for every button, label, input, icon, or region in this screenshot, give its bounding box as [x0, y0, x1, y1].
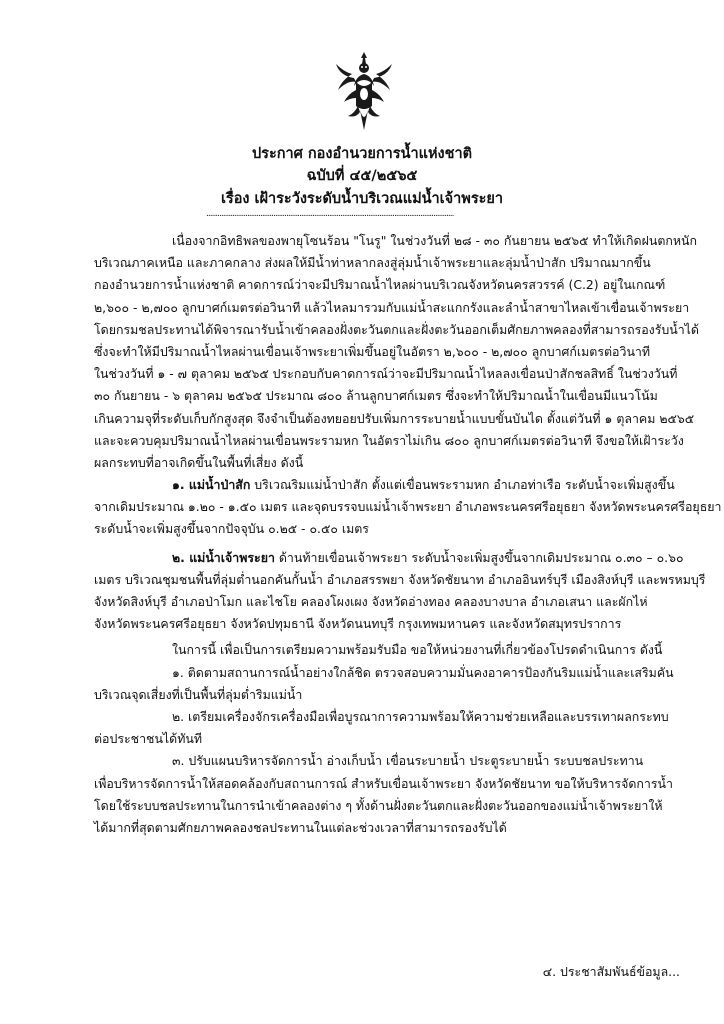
action-3-line: ได้มากที่สุดตามศักยภาพคลองชลประทานในแต่ละช่วงเวลาที่สามารถรองรับได้: [94, 819, 507, 835]
action-2-line: ๒. เตรียมเครื่องจักรเครื่องมือเพื่อบูรณาการความพร้อมให้ความช่วยเหลือและบรรเทาผลกระทบ: [172, 708, 669, 724]
item-1-label: ๑. แม่น้ำป่าสัก: [172, 477, 251, 493]
announcement-title: ประกาศ กองอำนวยการน้ำแห่งชาติ: [251, 146, 473, 162]
item-2-label: ๒. แม่น้ำเจ้าพระยา: [172, 549, 275, 565]
paragraph-line: เกินความจุที่ระดับเก็บกักสูงสุด จึงจำเป็นต้องทยอยปรับเพิ่มการระบายน้ำแบบขั้นบันได ตั้งแต่วันที่ ๑ ตุลาคม ๒๕๖๕: [94, 410, 695, 426]
paragraph-line: เนื่องจากอิทธิพลของพายุโซนร้อน "โนรู" ในช่วงวันที่ ๒๘ - ๓๐ กันยายน ๒๕๖๕ ทำให้เกิดฝนตกหนัก: [172, 233, 698, 248]
announcement-number: ฉบับที่ ๔๕/๒๕๖๕: [306, 168, 418, 184]
item-1-line: จากเดิมประมาณ ๑.๒๐ - ๑.๕๐ เมตร และจุดบรรจบแม่น้ำเจ้าพระยา อำเภอพระนครศรีอยุธยา จังหวัดพระนครศรีอยุธยา: [94, 499, 722, 515]
action-3-line: เพื่อบริหารจัดการน้ำให้สอดคล้องกับสถานการณ์ สำหรับเขื่อนเจ้าพระยา จังหวัดชัยนาท ขอให้บริหารจัดการน้ำ: [94, 775, 673, 791]
action-1-line: ๑. ติดตามสถานการณ์น้ำอย่างใกล้ชิด ตรวจสอบความมั่นคงอาคารป้องกันริมแม่น้ำและเสริมคัน: [172, 664, 674, 680]
item-2-line: [94, 547, 684, 569]
paragraph-line: กองอำนวยการน้ำแห่งชาติ คาดการณ์ว่าจะมีปริมาณน้ำไหลผ่านบริเวณจังหวัดนครสวรรค์ (C.2) อยู่ในเกณฑ์: [94, 277, 666, 293]
action-1-line: บริเวณจุดเสี่ยงที่เป็นพื้นที่ลุ่มต่ำริมแม่น้ำ: [94, 686, 303, 702]
item-2-line: จังหวัดพระนครศรีอยุธยา จังหวัดปทุมธานี จังหวัดนนทบุรี กรุงเทพมหานคร และจังหวัดสมุทรปราการ: [94, 616, 622, 632]
paragraph-line: ในช่วงวันที่ ๑ - ๗ ตุลาคม ๒๕๖๕ ประกอบกับคาดการณ์ว่าจะมีปริมาณน้ำไหลลงเขื่อนป่าสักชลสิทธิ์ ในช่วงวันที่: [94, 366, 678, 382]
item-2-text: ด้านท้ายเขื่อนเจ้าพระยา ระดับน้ำจะเพิ่มสูงขึ้นจากเดิมประมาณ ๐.๓๐ – ๐.๖๐: [274, 549, 684, 565]
paragraph-line: บริเวณภาคเหนือ และภาคกลาง ส่งผลให้มีน้ำท่าหลากลงสู่ลุ่มน้ำเจ้าพระยาและลุ่มน้ำป่าสัก ปริมาณมากขึ้น: [94, 255, 651, 271]
paragraph-line: ๒,๖๐๐ - ๒,๗๐๐ ลูกบาศก์เมตรต่อวินาที แล้วไหลมารวมกับแม่น้ำสะแกกรังและลำน้ำสาขาไหลเข้าเขื่อนเจ้าพระยา: [94, 299, 690, 315]
paragraph-line: ๓๐ กันยายน - ๖ ตุลาคม ๒๕๖๕ ประมาณ ๘๐๐ ล้านลูกบาศก์เมตร ซึ่งจะทำให้ปริมาณน้ำในเขื่อนมีแนวโน้ม: [94, 388, 658, 404]
paragraph-line: ซึ่งจะทำให้มีปริมาณน้ำไหลผ่านเขื่อนเจ้าพระยาเพิ่มขึ้นอยู่ในอัตรา ๒,๖๐๐ - ๒,๗๐๐ ลูกบาศก์เมตรต่อวินาที: [94, 343, 651, 359]
paragraph-line: และจะควบคุมปริมาณน้ำไหลผ่านเขื่อนพระรามหก ในอัตราไม่เกิน ๘๐๐ ลูกบาศก์เมตรต่อวินาที จึงขอให้เฝ้าระวัง: [94, 432, 684, 448]
announcement-body: [94, 230, 722, 839]
action-3-line: โดยใช้ระบบชลประทานในการนำเข้าคลองต่าง ๆ ทั้งด้านฝั่งตะวันตกและฝั่งตะวันออกของแม่น้ำเจ้าพระยาให้: [94, 797, 663, 813]
action-2-line: ต่อประชาชนได้ทันที: [94, 731, 202, 747]
page-continuation: ๔. ประชาสัมพันธ์ข้อมูล...: [542, 964, 680, 979]
item-2-line: เมตร บริเวณชุมชนพื้นที่ลุ่มต่ำนอกคันกั้นน้ำ อำเภอสรรพยา จังหวัดชัยนาท อำเภออินทร์บุรี เมืองสิงห์บุรี และพรหมบุรี: [94, 571, 706, 587]
paragraph-line: โดยกรมชลประทานได้พิจารณารับน้ำเข้าคลองฝั่งตะวันตกและฝั่งตะวันออกเต็มศักยภาพคลองที่สามารถรองรับน้ำได้: [94, 321, 699, 337]
action-3-line: ๓. ปรับแผนบริหารจัดการน้ำ อ่างเก็บน้ำ เขื่อนระบายน้ำ ประตูระบายน้ำ ระบบชลประทาน: [172, 753, 644, 769]
announcement-subject: เรื่อง เฝ้าระวังระดับน้ำบริเวณแม่น้ำเจ้าพระยา: [220, 191, 504, 207]
paragraph-line: ในการนี้ เพื่อเป็นการเตรียมความพร้อมรับมือ ขอให้หน่วยงานที่เกี่ยวข้องโปรดดำเนินการ ดังนี้: [172, 642, 663, 658]
item-1-line: [94, 474, 675, 496]
item-1-line: ระดับน้ำจะเพิ่มสูงขึ้นจากปัจจุบัน ๐.๒๕ - ๐.๕๐ เมตร: [94, 521, 369, 537]
dotted-divider: .....................................................................................................................................: [206, 209, 454, 219]
garuda-emblem-icon: [334, 50, 394, 132]
item-2-line: จังหวัดสิงห์บุรี อำเภอป่าโมก และไชโย คลองโผงเผง จังหวัดอ่างทอง คลองบางบาล อำเภอเสนา และผักไห่: [94, 594, 648, 609]
item-1-text: บริเวณริมแม่น้ำป่าสัก ตั้งแต่เขื่อนพระรามหก อำเภอท่าเรือ ระดับน้ำจะเพิ่มสูงขึ้น: [250, 477, 675, 493]
paragraph-line: ผลกระทบที่อาจเกิดขึ้นในพื้นที่เสี่ยง ดังนี้: [94, 454, 304, 470]
